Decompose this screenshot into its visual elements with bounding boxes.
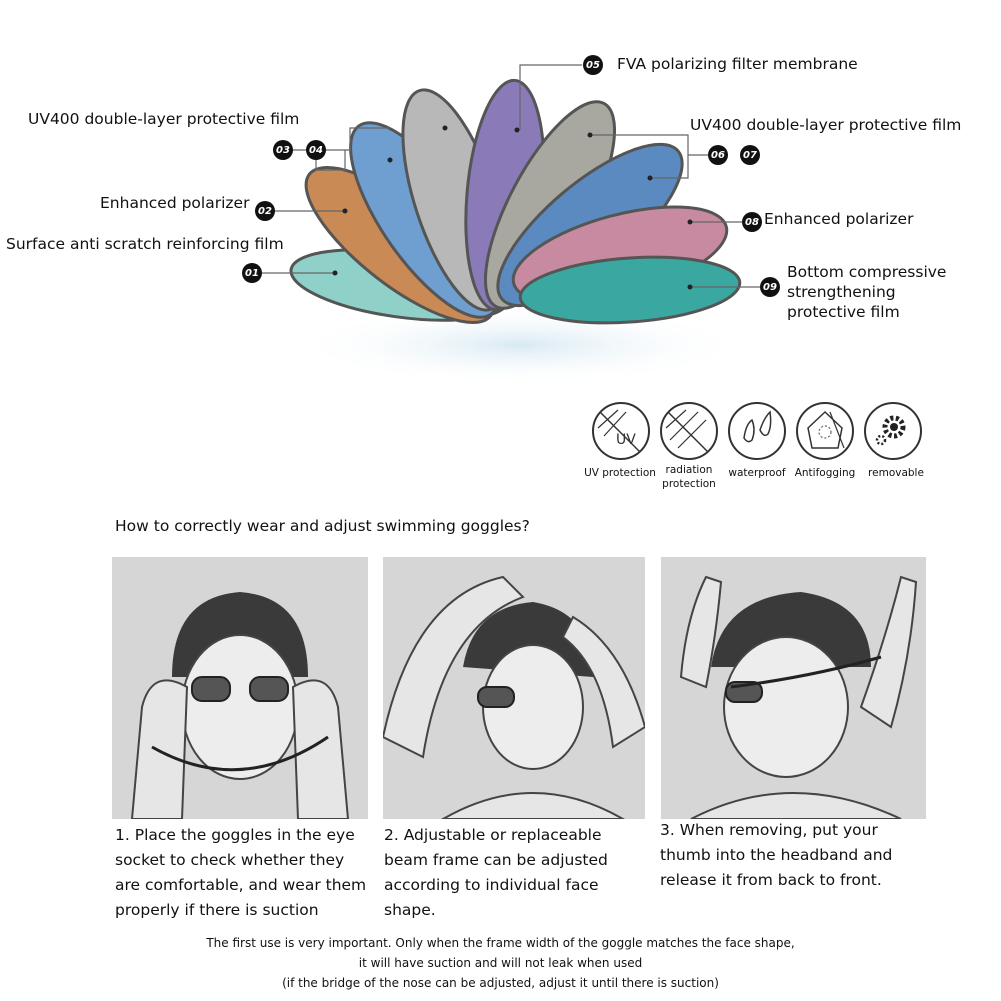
label-layer-09-line-3: protective film (787, 303, 900, 321)
illustration-remove-goggles (661, 557, 926, 819)
step-2-line-4: shape. (384, 901, 436, 919)
badge-01: 01 (242, 263, 262, 283)
usage-note-line-2: it will have suction and will not leak when used (358, 956, 643, 970)
uv-icon (590, 400, 652, 462)
badge-05: 05 (583, 55, 603, 75)
badge-09: 09 (760, 277, 780, 297)
feature-label-radiation-line-2: protection (662, 478, 716, 490)
step-1-text (115, 823, 366, 923)
step-3-text (660, 818, 892, 893)
feature-label-radiation (651, 463, 727, 491)
step-1-line-1: 1. Place the goggles in the eye (115, 826, 355, 844)
label-layer-03: UV400 double-layer protective film (28, 110, 300, 128)
feature-label-uv: UV protection (584, 467, 656, 479)
feature-label-waterproof: waterproof (728, 467, 786, 479)
antifogging-icon (794, 400, 856, 462)
usage-note-line-3: (if the bridge of the nose can be adjusted, adjust it until there is suction) (282, 976, 719, 990)
label-layer-09 (787, 262, 946, 322)
label-layer-02: Enhanced polarizer (100, 194, 250, 212)
badge-06: 06 (708, 145, 728, 165)
feature-label-radiation-line-1: radiation (665, 464, 713, 476)
step-3-line-1: 3. When removing, put your (660, 821, 878, 839)
label-layer-01: Surface anti scratch reinforcing film (6, 235, 284, 253)
label-layer-09-line-1: Bottom compressive (787, 263, 947, 281)
step-3-line-3: release it from back to front. (660, 871, 882, 889)
gear-icon (862, 400, 924, 462)
step-2-line-1: 2. Adjustable or replaceable (384, 826, 602, 844)
label-layer-08: Enhanced polarizer (764, 210, 914, 228)
step-2-line-2: beam frame can be adjusted (384, 851, 608, 869)
step-1-line-2: socket to check whether they (115, 851, 345, 869)
step-2-line-3: according to individual face (384, 876, 599, 894)
label-layer-09-line-2: strengthening (787, 283, 896, 301)
radiation-icon (658, 400, 720, 462)
lens-reflection (290, 305, 750, 385)
lens-fan (285, 77, 742, 347)
label-layer-06: UV400 double-layer protective film (690, 116, 962, 134)
feature-label-removable: removable (868, 467, 924, 479)
step-1-line-4: properly if there is suction (115, 901, 319, 919)
waterproof-icon (726, 400, 788, 462)
badge-03: 03 (273, 140, 293, 160)
badge-02: 02 (255, 201, 275, 221)
step-3-line-2: thumb into the headband and (660, 846, 893, 864)
usage-note-line-1: The first use is very important. Only when the frame width of the goggle matches the face shape, (206, 936, 795, 950)
badge-07: 07 (740, 145, 760, 165)
step-2-text (384, 823, 608, 923)
howto-heading: How to correctly wear and adjust swimming goggles? (115, 517, 530, 535)
step-1-line-3: are comfortable, and wear them (115, 876, 367, 894)
feature-label-antifogging: Antifogging (794, 467, 856, 479)
badge-04: 04 (306, 140, 326, 160)
illustration-adjust-strap (383, 557, 645, 819)
illustration-place-goggles (112, 557, 368, 819)
svg-text:UV: UV (616, 432, 636, 448)
badge-08: 08 (742, 212, 762, 232)
label-layer-05: FVA polarizing filter membrane (617, 55, 858, 73)
